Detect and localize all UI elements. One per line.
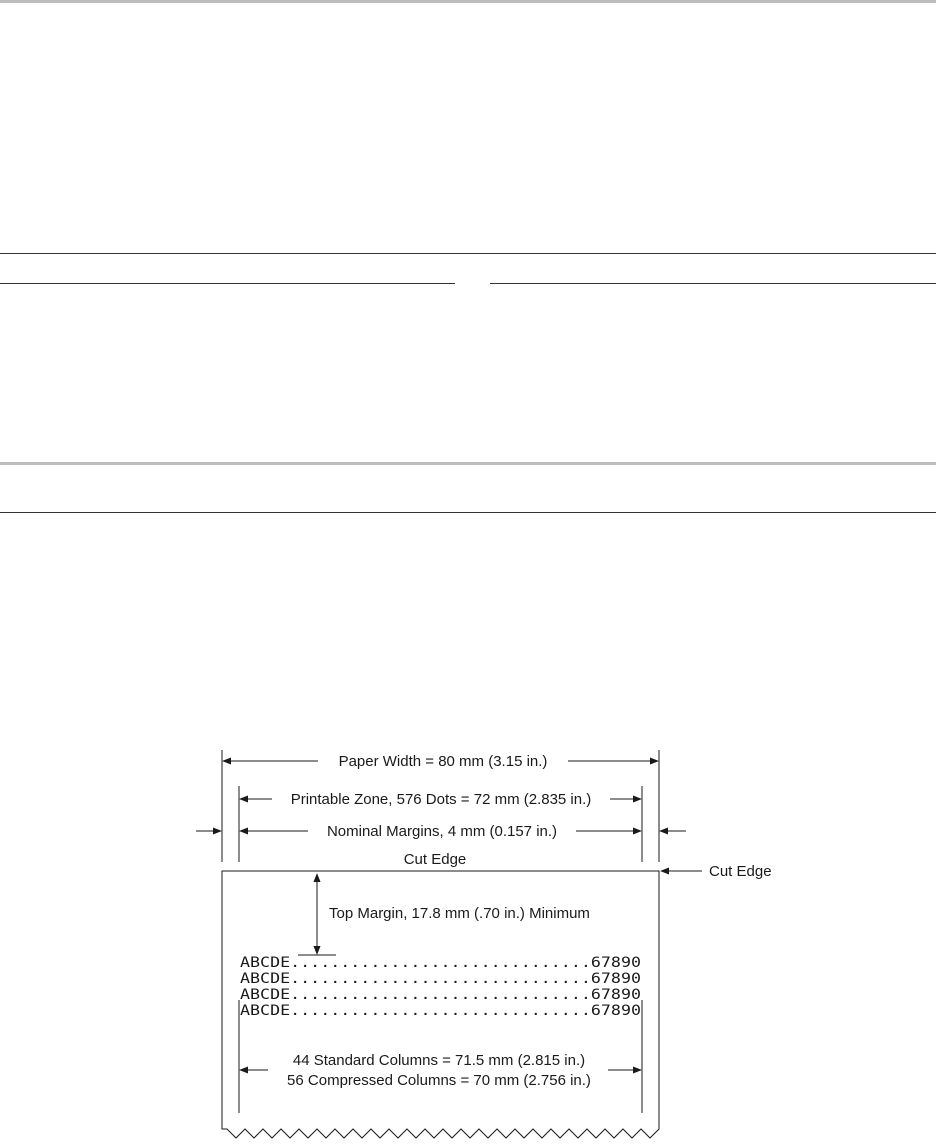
sample-line: ABCDE..............................67890 (240, 1003, 641, 1019)
top-margin-label: Top Margin, 17.8 mm (.70 in.) Minimum (329, 905, 590, 922)
cut-edge-side-label: Cut Edge (709, 863, 772, 880)
cut-edge-top-label: Cut Edge (403, 851, 467, 868)
sample-line: ABCDE..............................67890 (240, 955, 641, 971)
printable-zone-label: Printable Zone, 576 Dots = 72 mm (2.835 in.) (290, 791, 592, 808)
compressed-columns-label: 56 Compressed Columns = 70 mm (2.756 in.) (287, 1072, 591, 1089)
standard-columns-label: 44 Standard Columns = 71.5 mm (2.815 in.) (292, 1052, 586, 1069)
sample-line: ABCDE..............................67890 (240, 971, 641, 987)
sample-line: ABCDE..............................67890 (240, 987, 641, 1003)
nominal-margins-label: Nominal Margins, 4 mm (0.157 in.) (326, 823, 558, 840)
paper-width-label: Paper Width = 80 mm (3.15 in.) (338, 753, 548, 770)
